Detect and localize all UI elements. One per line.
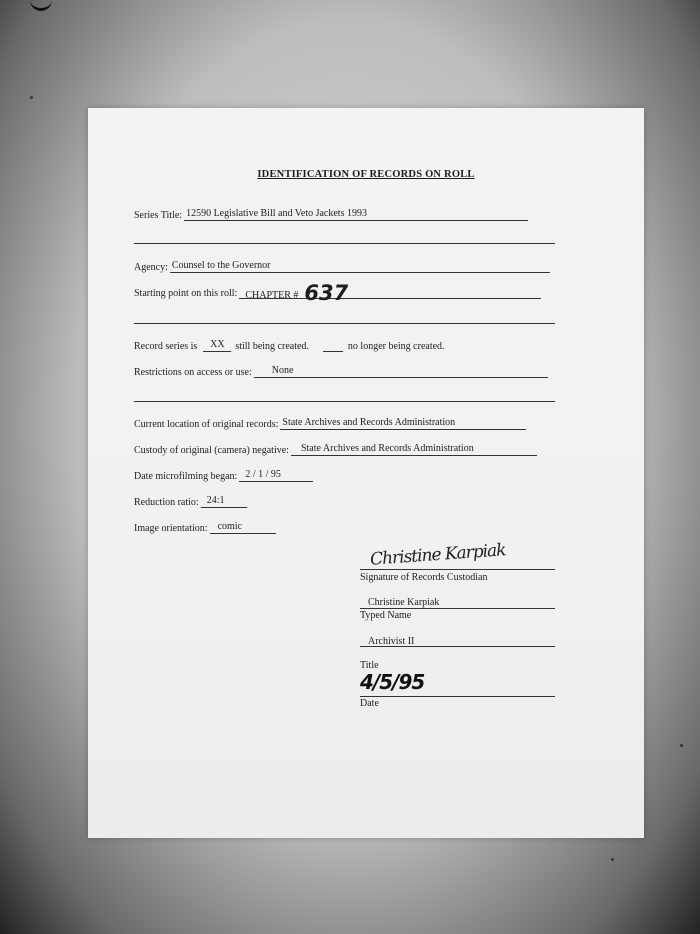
agency-value: Counsel to the Governor: [170, 259, 550, 273]
form-title: IDENTIFICATION OF RECORDS ON ROLL: [257, 169, 475, 180]
custodian-signature: Christine Karpiak: [369, 540, 507, 570]
restrictions-value: None: [254, 364, 548, 378]
signature-label: Signature of Records Custodian: [360, 572, 488, 583]
title-value: Archivist II: [368, 636, 415, 647]
restrictions-row: [134, 364, 548, 378]
current-location-label: Current location of original records:: [134, 419, 279, 430]
restrictions-label: Restrictions on access or use:: [134, 367, 252, 378]
record-series-row: [134, 338, 445, 352]
records-form-page: [88, 108, 644, 838]
starting-point-value: CHAPTER #: [245, 290, 299, 301]
series-title-label: Series Title:: [134, 210, 183, 221]
chapter-number: 637: [304, 281, 349, 305]
series-title-value: 12590 Legislative Bill and Veto Jackets 1993: [184, 207, 528, 221]
starting-point-field: [239, 281, 541, 305]
current-location-row: [134, 416, 526, 430]
signature-line: [360, 569, 555, 570]
handwritten-date: 4/5/95: [360, 670, 425, 694]
agency-label: Agency:: [134, 262, 168, 273]
film-speck: [611, 858, 614, 861]
date-label: Date: [360, 698, 379, 709]
record-series-label: Record series is: [134, 341, 198, 352]
reduction-value: 24:1: [201, 494, 247, 508]
film-speck: [30, 96, 33, 99]
orientation-value: comic: [210, 520, 276, 534]
no-longer-created-text: no longer being created.: [347, 341, 445, 352]
reduction-label: Reduction ratio:: [134, 497, 199, 508]
custody-value: State Archives and Records Administration: [291, 442, 537, 456]
reduction-row: [134, 494, 247, 508]
custody-row: [134, 442, 537, 456]
orientation-label: Image orientation:: [134, 523, 208, 534]
typed-name-label: Typed Name: [360, 610, 412, 621]
current-location-value: State Archives and Records Administration: [280, 416, 526, 430]
starting-point-row: [134, 281, 541, 305]
starting-point-label: Starting point on this roll:: [134, 288, 238, 299]
agency-row: [134, 259, 550, 273]
no-longer-blank: [323, 338, 343, 352]
custody-label: Custody of original (camera) negative:: [134, 445, 289, 456]
date-began-value: 2 / 1 / 95: [239, 468, 313, 482]
title-line: [360, 646, 555, 647]
film-frame-mark: [30, 0, 52, 11]
date-line: [360, 696, 555, 697]
still-being-created-text: still being created.: [235, 341, 309, 352]
date-began-row: [134, 468, 313, 482]
blank-line: [134, 401, 555, 402]
orientation-row: [134, 520, 276, 534]
typed-name-value: Christine Karpiak: [368, 597, 440, 608]
series-title-row: [134, 207, 528, 221]
blank-line: [134, 323, 555, 324]
blank-line: [134, 243, 555, 244]
film-speck: [680, 744, 683, 747]
date-began-label: Date microfilming began:: [134, 471, 238, 482]
record-series-mark: XX: [203, 338, 231, 352]
title-label: Title: [360, 660, 379, 671]
typed-name-line: [360, 608, 555, 609]
